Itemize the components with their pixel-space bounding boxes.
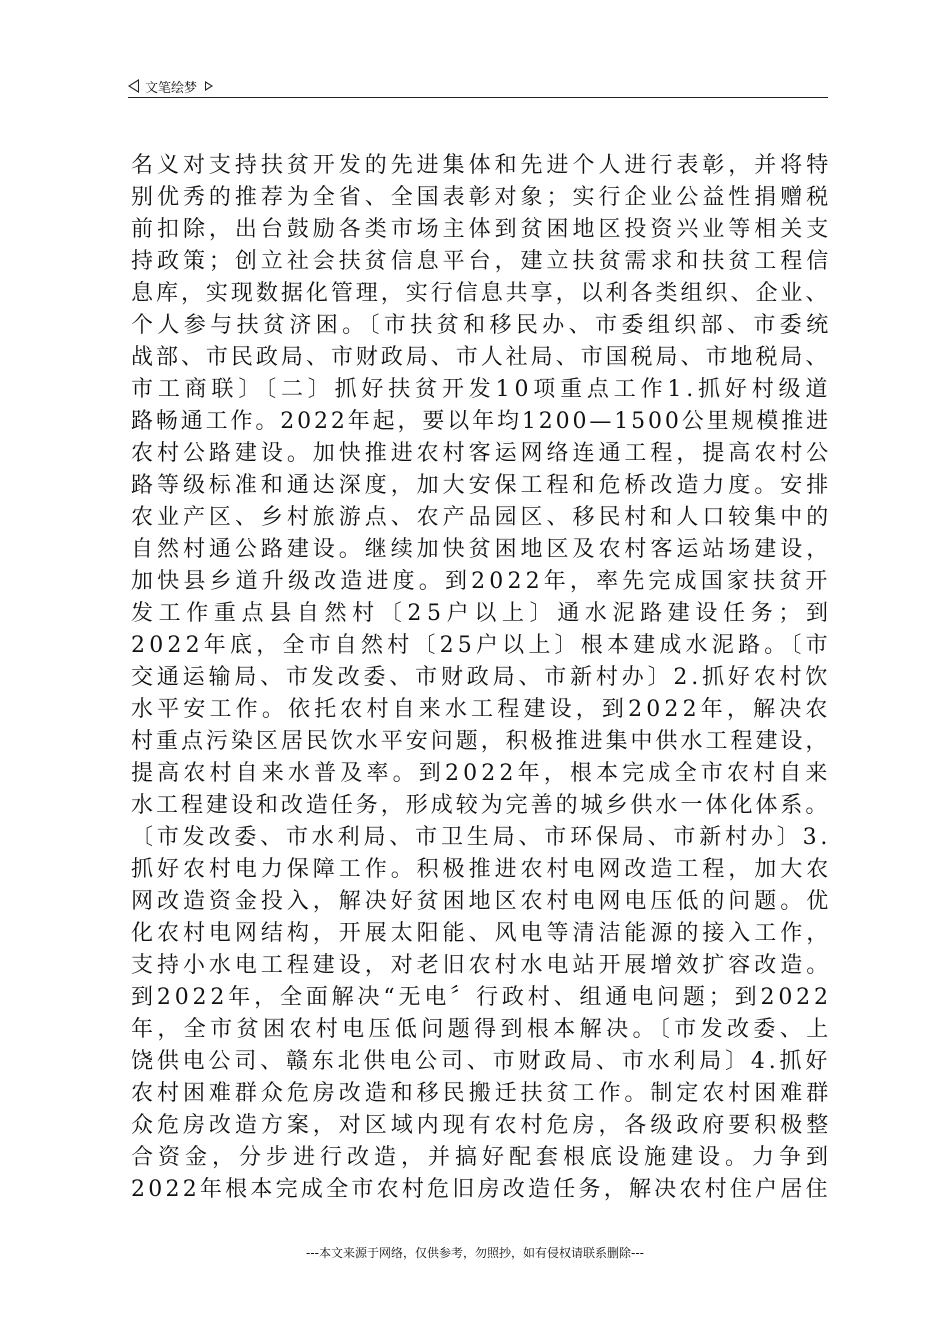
header-divider <box>128 97 828 98</box>
body-line: 名义对支持扶贫开发的先进集体和先进个人进行表彰，并将特 <box>131 153 833 178</box>
body-line: 个人参与扶贫济困。〔市扶贫和移民办、市委组织部、市委统 <box>131 313 833 338</box>
body-line: 路畅通工作。2022年起，要以年均1200—1500公里规模推进 <box>131 409 832 434</box>
header-title: 文笔绘梦 <box>145 80 198 96</box>
body-line: 路等级标准和通达深度，加大安保工程和危桥改造力度。安排 <box>131 473 833 498</box>
body-line: 水工程建设和改造任务，形成较为完善的城乡供水一体化体系。 <box>131 793 831 818</box>
body-line: 〔市发改委、市水利局、市卫生局、市环保局、市新村办〕3. <box>131 825 832 850</box>
body-line: 合资金，分步进行改造，并搞好配套根底设施建设。力争到 <box>131 1145 834 1170</box>
footer-notice: ---本文来源于网络，仅供参考，勿照抄，如有侵权请联系删除--- <box>306 1246 644 1260</box>
body-line: 市工商联〕〔二〕抓好扶贫开发10项重点工作1.抓好村级道 <box>131 377 833 402</box>
body-line: 息库，实现数据化管理，实行信息共享，以利各类组织、企业、 <box>131 281 831 306</box>
body-line: 网改造资金投入，解决好贫困地区农村电网电压低的问题。优 <box>131 889 833 914</box>
body-line: 抓好农村电力保障工作。积极推进农村电网改造工程，加大农 <box>131 857 833 882</box>
body-line: 农业产区、乡村旅游点、农产品园区、移民村和人口较集中的 <box>131 505 833 530</box>
body-line: 2022年底，全市自然村〔25户以上〕根本建成水泥路。〔市 <box>131 633 832 658</box>
body-line: 发工作重点县自然村〔25户以上〕通水泥路建设任务；到 <box>131 601 834 626</box>
body-line: 加快县乡道升级改造进度。到2022年，率先完成国家扶贫开 <box>131 569 832 594</box>
body-line: 饶供电公司、赣东北供电公司、市财政局、市水利局〕4.抓好 <box>131 1049 832 1074</box>
body-line: 交通运输局、市发改委、市财政局、市新村办〕2.抓好农村饮 <box>131 665 832 690</box>
body-line: 化农村电网结构，开展太阳能、风电等清洁能源的接入工作， <box>131 921 833 946</box>
body-line: 前扣除，出台鼓励各类市场主体到贫困地区投资兴业等相关支 <box>131 217 833 242</box>
body-line: 自然村通公路建设。继续加快贫困地区及农村客运站场建设， <box>131 537 833 562</box>
body-line: 众危房改造方案，对区域内现有农村危房，各级政府要积极整 <box>131 1113 833 1138</box>
body-line: 年，全市贫困农村电压低问题得到根本解决。〔市发改委、上 <box>131 1017 833 1042</box>
body-line: 战部、市民政局、市财政局、市人社局、市国税局、市地税局、 <box>131 345 831 370</box>
body-line: 农村公路建设。加快推进农村客运网络连通工程，提高农村公 <box>131 441 833 466</box>
body-line: 2022年根本完成全市农村危旧房改造任务，解决农村住户居住 <box>131 1177 831 1202</box>
triangle-right-icon <box>205 81 213 91</box>
triangle-left-icon <box>128 79 139 93</box>
body-line: 村重点污染区居民饮水平安问题，积极推进集中供水工程建设， <box>131 729 831 754</box>
document-body <box>131 150 834 1206</box>
body-line: 提高农村自来水普及率。到2022年，根本完成全市农村自来 <box>131 761 832 786</box>
body-line: 持政策；创立社会扶贫信息平台，建立扶贫需求和扶贫工程信 <box>131 249 833 274</box>
body-line: 支持小水电工程建设，对老旧农村水电站开展增效扩容改造。 <box>131 953 833 978</box>
page-header <box>128 76 828 96</box>
body-line: 水平安工作。依托农村自来水工程建设，到2022年，解决农 <box>131 697 832 722</box>
body-line: 别优秀的推荐为全省、全国表彰对象；实行企业公益性捐赠税 <box>131 185 833 210</box>
body-line: 到2022年，全面解决“无电〞行政村、组通电问题；到2022 <box>131 985 832 1010</box>
body-line: 农村困难群众危房改造和移民搬迁扶贫工作。制定农村困难群 <box>131 1081 833 1106</box>
